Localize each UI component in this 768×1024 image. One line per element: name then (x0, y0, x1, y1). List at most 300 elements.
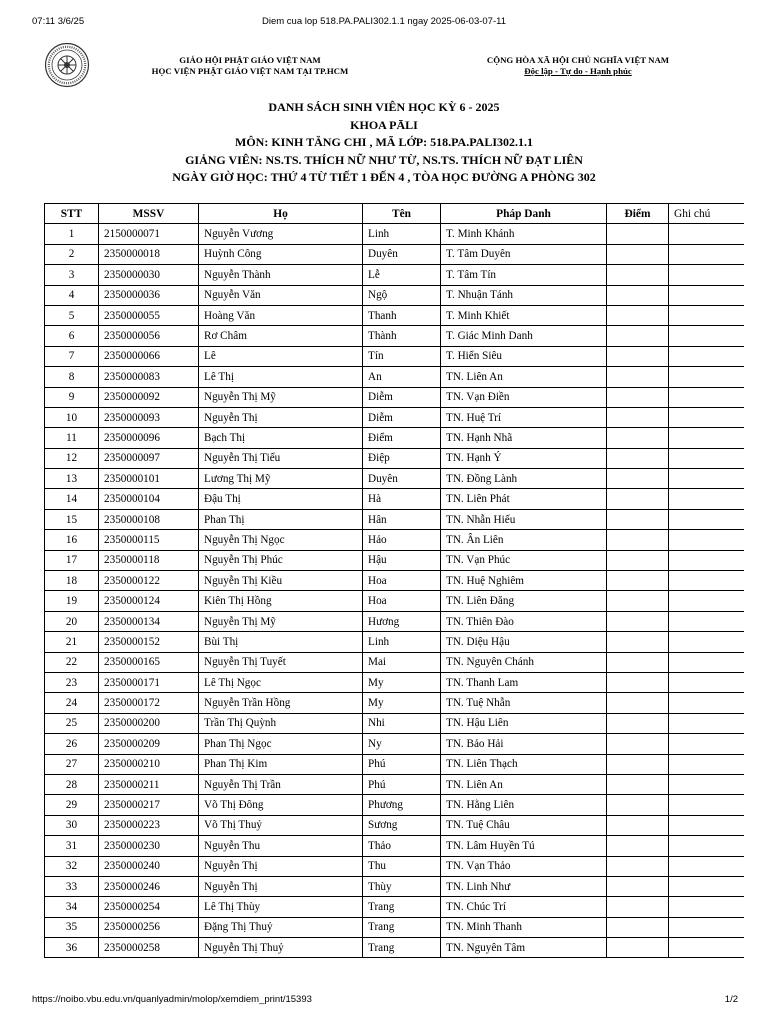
table-row (45, 836, 744, 856)
table-row (45, 876, 744, 896)
cell-diem (607, 672, 669, 692)
cell-ho: Nguyễn Thị Kiều (199, 571, 363, 591)
cell-diem (607, 367, 669, 387)
cell-ho: Hoàng Văn (199, 305, 363, 325)
cell-ghi-chu (669, 571, 744, 591)
cell-stt: 23 (45, 672, 99, 692)
cell-stt: 33 (45, 876, 99, 896)
cell-ho: Nguyễn Thị Mỹ (199, 611, 363, 631)
cell-ten: Phương (363, 795, 441, 815)
table-row (45, 346, 744, 366)
cell-ghi-chu (669, 428, 744, 448)
cell-ghi-chu (669, 367, 744, 387)
table-row (45, 224, 744, 244)
faculty-title: KHOA PĀLI (350, 117, 418, 132)
cell-ho: Nguyễn Trần Hồng (199, 693, 363, 713)
cell-stt: 1 (45, 224, 99, 244)
cell-stt: 34 (45, 897, 99, 917)
cell-ten: Mai (363, 652, 441, 672)
cell-diem (607, 448, 669, 468)
cell-stt: 20 (45, 611, 99, 631)
cell-stt: 7 (45, 346, 99, 366)
cell-stt: 27 (45, 754, 99, 774)
page-number: 1/2 (724, 994, 738, 1005)
cell-diem (607, 387, 669, 407)
cell-diem (607, 326, 669, 346)
table-header-row (45, 204, 744, 224)
cell-phap-danh: TN. Huệ Trí (441, 407, 607, 427)
cell-ho: Phan Thị Kim (199, 754, 363, 774)
cell-ho: Nguyễn Thị Mỹ (199, 387, 363, 407)
course-title: MÔN: KINH TĂNG CHI , MÃ LỚP: 518.PA.PALI302.1.1 (235, 135, 533, 149)
cell-ten: My (363, 693, 441, 713)
cell-ten: Hảo (363, 530, 441, 550)
cell-ghi-chu (669, 265, 744, 285)
cell-mssv: 2350000056 (99, 326, 199, 346)
cell-ho: Đậu Thị (199, 489, 363, 509)
student-roster-table (44, 203, 744, 958)
cell-diem (607, 469, 669, 489)
cell-diem (607, 407, 669, 427)
cell-diem (607, 795, 669, 815)
cell-ghi-chu (669, 795, 744, 815)
cell-stt: 26 (45, 734, 99, 754)
cell-ho: Huỳnh Công (199, 244, 363, 264)
col-header-ghi-chu: Ghi chú (669, 204, 744, 224)
cell-mssv: 2350000093 (99, 407, 199, 427)
cell-ghi-chu (669, 734, 744, 754)
cell-ten: Thanh (363, 305, 441, 325)
cell-mssv: 2350000165 (99, 652, 199, 672)
cell-diem (607, 509, 669, 529)
cell-stt: 12 (45, 448, 99, 468)
cell-ten: Lễ (363, 265, 441, 285)
cell-diem (607, 550, 669, 570)
cell-ho: Nguyễn Thị Ngọc (199, 530, 363, 550)
cell-mssv: 2350000230 (99, 836, 199, 856)
table-row (45, 856, 744, 876)
col-header-diem: Điểm (607, 204, 669, 224)
cell-phap-danh: TN. Ân Liên (441, 530, 607, 550)
cell-ho: Nguyễn Thị (199, 876, 363, 896)
cell-ho: Nguyễn Vương (199, 224, 363, 244)
cell-stt: 36 (45, 938, 99, 958)
cell-diem (607, 632, 669, 652)
table-row (45, 407, 744, 427)
cell-ho: Nguyễn Thị Thuỷ (199, 938, 363, 958)
cell-phap-danh: TN. Nguyên Tâm (441, 938, 607, 958)
cell-mssv: 2350000124 (99, 591, 199, 611)
cell-ghi-chu (669, 876, 744, 896)
cell-diem (607, 713, 669, 733)
cell-mssv: 2350000134 (99, 611, 199, 631)
cell-diem (607, 754, 669, 774)
cell-ho: Phan Thị Ngọc (199, 734, 363, 754)
cell-mssv: 2350000104 (99, 489, 199, 509)
cell-phap-danh: TN. Hậu Liên (441, 713, 607, 733)
cell-stt: 29 (45, 795, 99, 815)
cell-phap-danh: TN. Diệu Hậu (441, 632, 607, 652)
org-left-line1: GIÁO HỘI PHẬT GIÁO VIỆT NAM (179, 55, 321, 65)
cell-phap-danh: TN. Vạn Điền (441, 387, 607, 407)
cell-ho: Nguyễn Thành (199, 265, 363, 285)
cell-ghi-chu (669, 224, 744, 244)
cell-phap-danh: TN. Tuệ Nhẫn (441, 693, 607, 713)
document-titles (0, 99, 768, 187)
cell-phap-danh: TN. Liên An (441, 774, 607, 794)
cell-ghi-chu (669, 244, 744, 264)
cell-phap-danh: TN. Huệ Nghiêm (441, 571, 607, 591)
cell-diem (607, 305, 669, 325)
cell-phap-danh: TN. Minh Thanh (441, 917, 607, 937)
table-row (45, 652, 744, 672)
cell-ghi-chu (669, 387, 744, 407)
cell-mssv: 2350000097 (99, 448, 199, 468)
cell-mssv: 2350000217 (99, 795, 199, 815)
table-row (45, 305, 744, 325)
cell-phap-danh: TN. Nhẫn Hiếu (441, 509, 607, 529)
cell-ghi-chu (669, 856, 744, 876)
cell-phap-danh: TN. Thanh Lam (441, 672, 607, 692)
table-row (45, 938, 744, 958)
table-row (45, 448, 744, 468)
cell-ho: Nguyễn Thị Tuyết (199, 652, 363, 672)
cell-mssv: 2350000096 (99, 428, 199, 448)
cell-ghi-chu (669, 693, 744, 713)
cell-stt: 24 (45, 693, 99, 713)
cell-mssv: 2350000030 (99, 265, 199, 285)
table-body (45, 224, 744, 958)
table-row (45, 489, 744, 509)
cell-ghi-chu (669, 509, 744, 529)
cell-mssv: 2350000101 (99, 469, 199, 489)
cell-diem (607, 265, 669, 285)
table-row (45, 571, 744, 591)
cell-stt: 28 (45, 774, 99, 794)
cell-mssv: 2350000254 (99, 897, 199, 917)
table-row (45, 754, 744, 774)
cell-ten: Ngộ (363, 285, 441, 305)
table-row (45, 713, 744, 733)
cell-phap-danh: TN. Vạn Phúc (441, 550, 607, 570)
cell-diem (607, 611, 669, 631)
cell-ho: Võ Thị Đông (199, 795, 363, 815)
cell-ghi-chu (669, 346, 744, 366)
cell-ten: Linh (363, 224, 441, 244)
organization-left-header (130, 55, 370, 77)
cell-ten: Phú (363, 754, 441, 774)
cell-phap-danh: TN. Nguyên Chánh (441, 652, 607, 672)
cell-ten: Hân (363, 509, 441, 529)
cell-ghi-chu (669, 938, 744, 958)
cell-ten: Điểm (363, 428, 441, 448)
cell-ho: Lê Thị Ngọc (199, 672, 363, 692)
cell-ho: Phan Thị (199, 509, 363, 529)
cell-ho: Đặng Thị Thuỷ (199, 917, 363, 937)
cell-ten: Nhi (363, 713, 441, 733)
cell-diem (607, 836, 669, 856)
table-row (45, 387, 744, 407)
cell-diem (607, 774, 669, 794)
cell-ten: Hương (363, 611, 441, 631)
cell-stt: 15 (45, 509, 99, 529)
cell-ten: Thành (363, 326, 441, 346)
table-row (45, 367, 744, 387)
cell-diem (607, 591, 669, 611)
list-title: DANH SÁCH SINH VIÊN HỌC KỲ 6 - 2025 (268, 100, 500, 114)
cell-mssv: 2350000066 (99, 346, 199, 366)
cell-mssv: 2350000209 (99, 734, 199, 754)
cell-mssv: 2350000171 (99, 672, 199, 692)
cell-phap-danh: TN. Chúc Trí (441, 897, 607, 917)
cell-ghi-chu (669, 448, 744, 468)
cell-phap-danh: TN. Hạnh Ý (441, 448, 607, 468)
cell-diem (607, 530, 669, 550)
national-motto: Độc lập - Tự do - Hạnh phúc (524, 66, 632, 76)
cell-stt: 8 (45, 367, 99, 387)
cell-stt: 13 (45, 469, 99, 489)
cell-mssv: 2350000223 (99, 815, 199, 835)
cell-phap-danh: TN. Liên Thạch (441, 754, 607, 774)
table-row (45, 815, 744, 835)
cell-diem (607, 693, 669, 713)
cell-ho: Trần Thị Quỳnh (199, 713, 363, 733)
cell-mssv: 2350000211 (99, 774, 199, 794)
cell-ho: Kiên Thị Hồng (199, 591, 363, 611)
cell-stt: 17 (45, 550, 99, 570)
cell-ten: Phú (363, 774, 441, 794)
cell-stt: 30 (45, 815, 99, 835)
cell-stt: 2 (45, 244, 99, 264)
cell-diem (607, 897, 669, 917)
cell-phap-danh: T. Minh Khánh (441, 224, 607, 244)
cell-ghi-chu (669, 815, 744, 835)
cell-ten: Tín (363, 346, 441, 366)
cell-ho: Rơ Châm (199, 326, 363, 346)
cell-phap-danh: TN. Bảo Hải (441, 734, 607, 754)
print-document-title: Diem cua lop 518.PA.PALI302.1.1 ngay 2025-06-03-07-11 (262, 16, 506, 27)
cell-phap-danh: TN. Thiên Đào (441, 611, 607, 631)
cell-stt: 10 (45, 407, 99, 427)
cell-ten: Thu (363, 856, 441, 876)
cell-stt: 5 (45, 305, 99, 325)
cell-ho: Võ Thị Thuỷ (199, 815, 363, 835)
cell-ten: Linh (363, 632, 441, 652)
cell-ghi-chu (669, 611, 744, 631)
cell-ten: Duyên (363, 469, 441, 489)
cell-ten: An (363, 367, 441, 387)
national-motto-header (465, 55, 691, 77)
cell-stt: 19 (45, 591, 99, 611)
cell-phap-danh: T. Giác Minh Danh (441, 326, 607, 346)
cell-mssv: 2350000122 (99, 571, 199, 591)
col-header-stt: STT (45, 204, 99, 224)
cell-ho: Lương Thị Mỹ (199, 469, 363, 489)
cell-ten: Trang (363, 917, 441, 937)
cell-ten: Trang (363, 938, 441, 958)
cell-stt: 16 (45, 530, 99, 550)
cell-stt: 21 (45, 632, 99, 652)
table-row (45, 550, 744, 570)
cell-mssv: 2350000115 (99, 530, 199, 550)
cell-stt: 9 (45, 387, 99, 407)
table-row (45, 632, 744, 652)
cell-ghi-chu (669, 530, 744, 550)
cell-phap-danh: T. Minh Khiết (441, 305, 607, 325)
cell-ten: Hoa (363, 591, 441, 611)
cell-ho: Lê Thị (199, 367, 363, 387)
cell-mssv: 2350000152 (99, 632, 199, 652)
cell-ghi-chu (669, 550, 744, 570)
cell-diem (607, 224, 669, 244)
table-row (45, 265, 744, 285)
table-row (45, 530, 744, 550)
cell-diem (607, 571, 669, 591)
institute-seal-logo (44, 42, 90, 88)
cell-diem (607, 285, 669, 305)
cell-ghi-chu (669, 672, 744, 692)
cell-ghi-chu (669, 754, 744, 774)
cell-ghi-chu (669, 489, 744, 509)
cell-diem (607, 734, 669, 754)
cell-ghi-chu (669, 897, 744, 917)
cell-ho: Nguyễn Thị (199, 856, 363, 876)
cell-ho: Nguyễn Văn (199, 285, 363, 305)
country-name: CỘNG HÒA XÃ HỘI CHỦ NGHĨA VIỆT NAM (486, 55, 670, 65)
cell-mssv: 2350000258 (99, 938, 199, 958)
table-row (45, 734, 744, 754)
cell-ten: Hà (363, 489, 441, 509)
cell-phap-danh: TN. Hạnh Nhã (441, 428, 607, 448)
cell-diem (607, 917, 669, 937)
cell-ho: Bùi Thị (199, 632, 363, 652)
cell-diem (607, 244, 669, 264)
cell-ten: Sương (363, 815, 441, 835)
cell-mssv: 2350000036 (99, 285, 199, 305)
cell-stt: 4 (45, 285, 99, 305)
cell-mssv: 2350000092 (99, 387, 199, 407)
cell-mssv: 2350000108 (99, 509, 199, 529)
cell-ten: Diễm (363, 387, 441, 407)
schedule-title: NGÀY GIỜ HỌC: THỨ 4 TỪ TIẾT 1 ĐẾN 4 , TÒA HỌC ĐƯỜNG A PHÒNG 302 (172, 170, 596, 184)
cell-ho: Lê Thị Thùy (199, 897, 363, 917)
cell-ghi-chu (669, 774, 744, 794)
cell-stt: 25 (45, 713, 99, 733)
cell-phap-danh: TN. Tuệ Châu (441, 815, 607, 835)
cell-ghi-chu (669, 632, 744, 652)
table-row (45, 591, 744, 611)
cell-ten: Thảo (363, 836, 441, 856)
cell-ghi-chu (669, 836, 744, 856)
cell-ten: Duyên (363, 244, 441, 264)
cell-ho: Nguyễn Thị (199, 407, 363, 427)
cell-mssv: 2350000055 (99, 305, 199, 325)
cell-stt: 32 (45, 856, 99, 876)
cell-ghi-chu (669, 407, 744, 427)
cell-stt: 18 (45, 571, 99, 591)
cell-ten: Ny (363, 734, 441, 754)
cell-mssv: 2350000118 (99, 550, 199, 570)
cell-diem (607, 856, 669, 876)
table-row (45, 917, 744, 937)
cell-mssv: 2350000246 (99, 876, 199, 896)
cell-stt: 14 (45, 489, 99, 509)
cell-ghi-chu (669, 285, 744, 305)
cell-diem (607, 815, 669, 835)
cell-diem (607, 489, 669, 509)
cell-phap-danh: T. Hiển Siêu (441, 346, 607, 366)
cell-ghi-chu (669, 591, 744, 611)
cell-phap-danh: TN. Liên Phát (441, 489, 607, 509)
cell-ghi-chu (669, 652, 744, 672)
cell-phap-danh: T. Tâm Tín (441, 265, 607, 285)
table-row (45, 897, 744, 917)
cell-diem (607, 428, 669, 448)
cell-mssv: 2350000256 (99, 917, 199, 937)
cell-mssv: 2350000083 (99, 367, 199, 387)
print-timestamp: 07:11 3/6/25 (32, 16, 85, 27)
cell-phap-danh: TN. Vạn Thảo (441, 856, 607, 876)
cell-mssv: 2350000018 (99, 244, 199, 264)
table-row (45, 326, 744, 346)
cell-ten: Hoa (363, 571, 441, 591)
lecturers-title: GIẢNG VIÊN: NS.TS. THÍCH NỮ NHƯ TỪ, NS.TS. THÍCH NỮ ĐẠT LIÊN (185, 152, 583, 167)
cell-stt: 35 (45, 917, 99, 937)
cell-ho: Lê (199, 346, 363, 366)
org-left-line2: HỌC VIỆN PHẬT GIÁO VIỆT NAM TẠI TP.HCM (151, 66, 349, 76)
table-row (45, 469, 744, 489)
table-row (45, 672, 744, 692)
cell-ho: Nguyễn Thị Tiểu (199, 448, 363, 468)
cell-phap-danh: TN. Liên Đăng (441, 591, 607, 611)
cell-ho: Nguyễn Thu (199, 836, 363, 856)
cell-diem (607, 876, 669, 896)
table-row (45, 244, 744, 264)
cell-ho: Nguyễn Thị Trần (199, 774, 363, 794)
table-row (45, 693, 744, 713)
cell-phap-danh: T. Tâm Duyên (441, 244, 607, 264)
cell-phap-danh: TN. Lâm Huyền Tú (441, 836, 607, 856)
cell-ho: Nguyễn Thị Phúc (199, 550, 363, 570)
col-header-ten: Tên (363, 204, 441, 224)
cell-stt: 3 (45, 265, 99, 285)
cell-ghi-chu (669, 917, 744, 937)
cell-mssv: 2350000210 (99, 754, 199, 774)
cell-ten: My (363, 672, 441, 692)
cell-ghi-chu (669, 469, 744, 489)
cell-stt: 31 (45, 836, 99, 856)
cell-stt: 22 (45, 652, 99, 672)
cell-phap-danh: TN. Liên An (441, 367, 607, 387)
cell-phap-danh: TN. Hằng Liên (441, 795, 607, 815)
cell-phap-danh: TN. Linh Như (441, 876, 607, 896)
cell-ten: Hậu (363, 550, 441, 570)
cell-ten: Trang (363, 897, 441, 917)
col-header-ho: Họ (199, 204, 363, 224)
cell-mssv: 2150000071 (99, 224, 199, 244)
cell-ten: Thùy (363, 876, 441, 896)
cell-ten: Diễm (363, 407, 441, 427)
cell-ten: Điệp (363, 448, 441, 468)
cell-ghi-chu (669, 305, 744, 325)
cell-stt: 6 (45, 326, 99, 346)
table-row (45, 611, 744, 631)
table-row (45, 428, 744, 448)
cell-mssv: 2350000172 (99, 693, 199, 713)
cell-diem (607, 346, 669, 366)
cell-phap-danh: TN. Đồng Lành (441, 469, 607, 489)
col-header-phap-danh: Pháp Danh (441, 204, 607, 224)
